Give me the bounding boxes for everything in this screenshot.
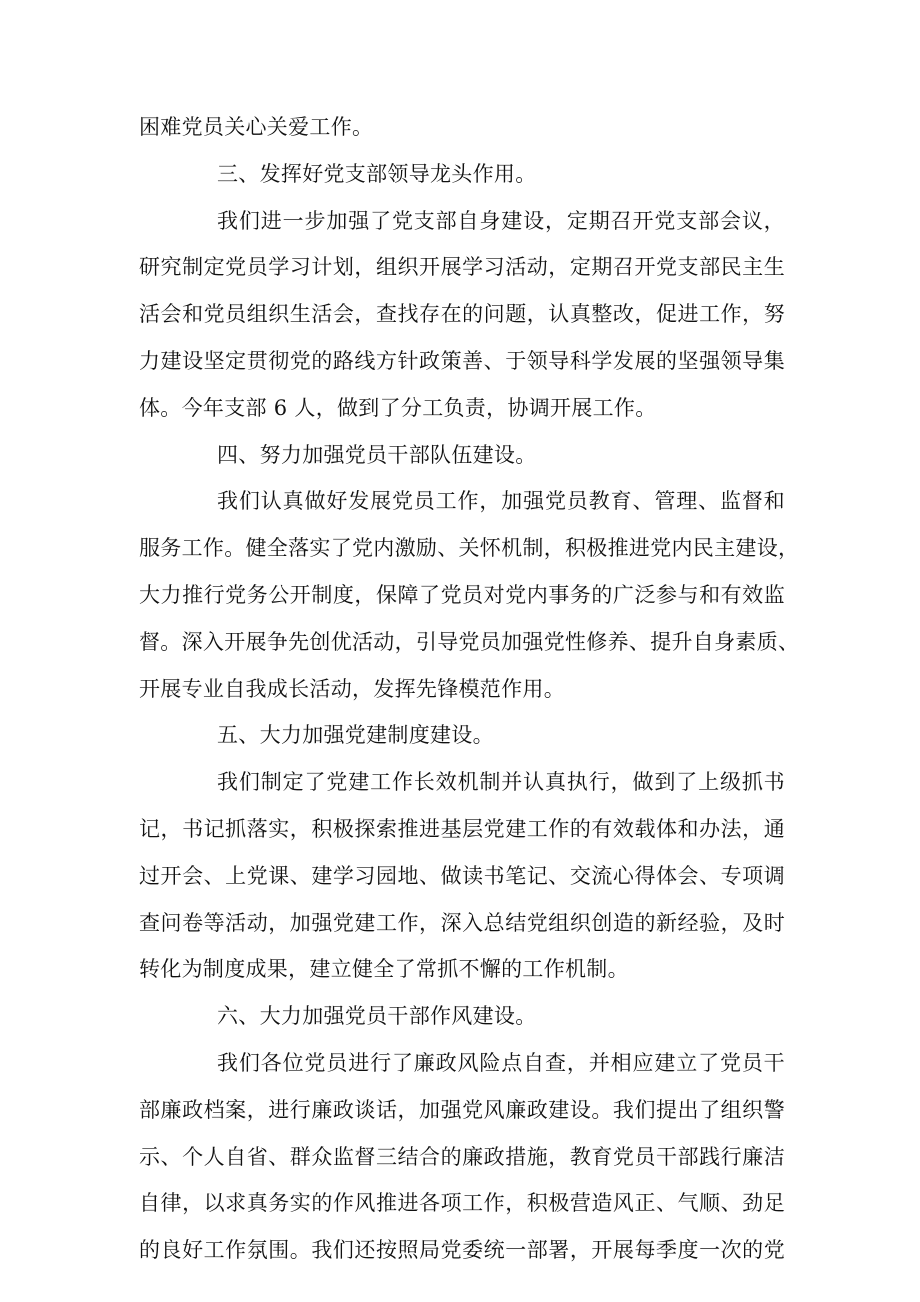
- text-line: 我们进一步加强了党支部自身建设，定期召开党支部会议，: [217, 208, 785, 233]
- text-line: 力建设坚定贯彻党的路线方针政策善、于领导科学发展的坚强领导集: [139, 348, 785, 373]
- text-line: 记，书记抓落实，积极探索推进基层党建工作的有效载体和办法，通: [139, 816, 785, 841]
- text-line: 三、发挥好党支部领导龙头作用。: [217, 161, 537, 186]
- text-line: 六、大力加强党员干部作风建设。: [217, 1004, 537, 1029]
- text-line: 自律，以求真务实的作风推进各项工作，积极营造风正、气顺、劲足: [139, 1191, 785, 1216]
- text-line: 查问卷等活动，加强党建工作，深入总结党组织创造的新经验，及时: [139, 910, 785, 935]
- text-line: 转化为制度成果，建立健全了常抓不懈的工作机制。: [139, 957, 629, 982]
- text-line: 示、个人自省、群众监督三结合的廉政措施，教育党员干部践行廉洁: [139, 1144, 785, 1169]
- text-line: 我们制定了党建工作长效机制并认真执行，做到了上级抓书: [217, 770, 785, 795]
- text-line: 困难党员关心关爱工作。: [139, 115, 374, 139]
- text-line: 过开会、上党课、建学习园地、做读书笔记、交流心得体会、专项调: [139, 863, 785, 888]
- text-line: 大力推行党务公开制度，保障了党员对党内事务的广泛参与和有效监: [139, 582, 785, 607]
- document-body: [139, 104, 800, 1274]
- text-line: 部廉政档案，进行廉政谈话，加强党风廉政建设。我们提出了组织警: [139, 1097, 785, 1122]
- text-line: 我们各位党员进行了廉政风险点自查，并相应建立了党员干: [217, 1050, 785, 1075]
- text-line: 开展专业自我成长活动，发挥先锋模范作用。: [139, 676, 565, 701]
- text-line: 督。深入开展争先创优活动，引导党员加强党性修养、提升自身素质、: [139, 629, 800, 654]
- text-line: 的良好工作氛围。我们还按照局党委统一部署，开展每季度一次的党: [139, 1238, 785, 1263]
- text-line: 活会和党员组织生活会，查找存在的问题，认真整改，促进工作，努: [139, 302, 785, 327]
- text-line: 五、大力加强党建制度建设。: [217, 723, 494, 748]
- text-line: 服务工作。健全落实了党内激励、关怀机制，积极推进党内民主建设，: [139, 536, 800, 561]
- text-line: 四、努力加强党员干部队伍建设。: [217, 442, 537, 467]
- text-line: 体。今年支部 6 人，做到了分工负责，协调开展工作。: [139, 395, 657, 420]
- text-line: 我们认真做好发展党员工作，加强党员教育、管理、监督和: [217, 489, 785, 514]
- text-line: 研究制定党员学习计划，组织开展学习活动，定期召开党支部民主生: [139, 255, 785, 280]
